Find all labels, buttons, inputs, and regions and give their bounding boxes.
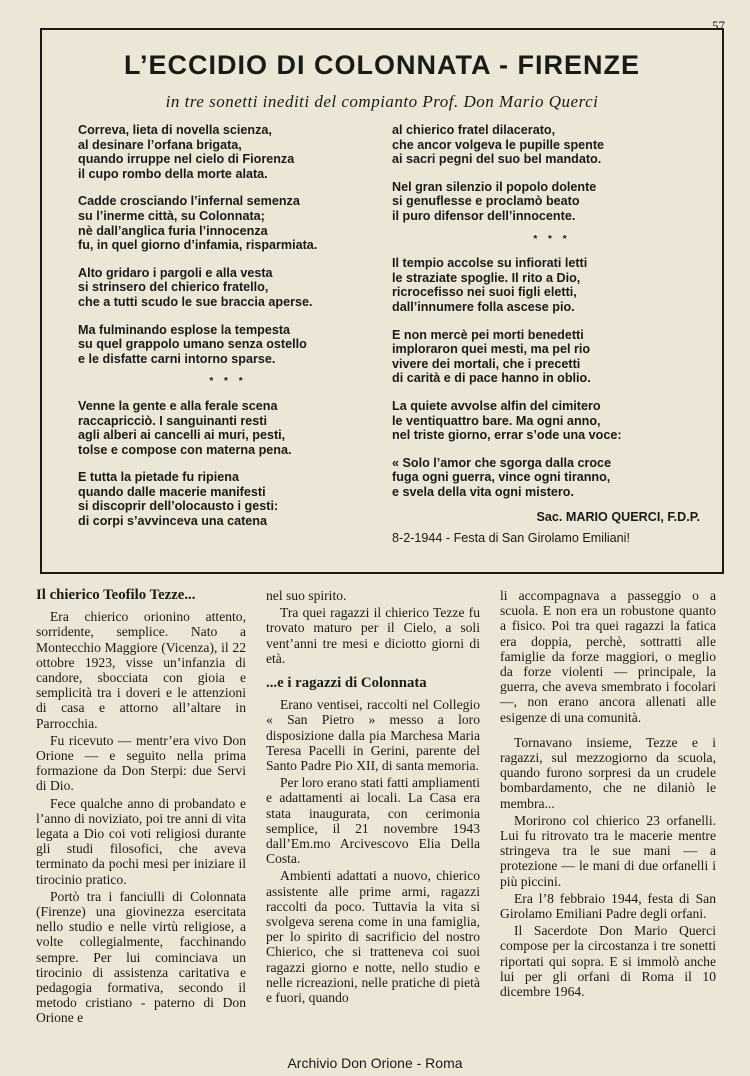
- poem-dateline: 8-2-1944 - Festa di San Girolamo Emiliani!: [392, 531, 630, 546]
- verse-line: imploraron quei mesti, ma pel rio: [392, 342, 591, 357]
- article-paragraph: Era l’8 febbraio 1944, festa di San Girolamo Emiliani Padre degli orfani.: [500, 890, 716, 922]
- article-paragraph: Era chierico orionino attento, sorridente, semplice. Nato a Montecchio Maggiore (Vicenza), il 22 ottobre 1923, visse un’infanzia di candore, sbocciata con gioia e semplicità tra i doveri e le attenzioni di casa e attorno all’altare in Parrocchia.: [36, 609, 246, 731]
- article-paragraph: Tornavano insieme, Tezze e i ragazzi, sul mezzogiorno da scuola, quando furono sorpresi da un crudele bombardamento, che ne dilaniò le membra...: [500, 734, 716, 811]
- verse-line: di corpi s’avvinceva una catena: [78, 514, 267, 529]
- article-paragraph: Fu ricevuto — mentr’era vivo Don Orione — e seguito nella prima formazione da Don Sterpi: due Servi di Dio.: [36, 732, 246, 794]
- verse-line: al desinare l’orfana brigata,: [78, 137, 242, 152]
- verse-line: Alto gridaro i pargoli e alla vesta: [78, 265, 273, 280]
- verse-line: quando dalle macerie manifesti: [78, 484, 266, 499]
- stanza: [78, 470, 378, 528]
- article-column-1: [36, 588, 246, 1028]
- verse-line: e le disfatte carni intorno sparse.: [78, 351, 276, 366]
- verse-line: quando irruppe nel cielo di Fiorenza: [78, 152, 295, 167]
- article-paragraph: Tra quei ragazzi il chierico Tezze fu trovato maturo per il Cielo, a soli vent’anni tre mesi e diciotto giorni di età.: [266, 605, 480, 666]
- sonnet-column-right: [392, 123, 712, 546]
- stanza: [392, 180, 712, 224]
- verse-line: il puro difensor dell’innocente.: [392, 208, 576, 223]
- article-paragraph: Ambienti adattati a nuovo, chierico assistente alle prime armi, ragazzi raccolti da poco. Tuttavia la vita si svolgeva serena come in una famiglia, per lo spirito di sacrificio del nostro Chierico, che si tratteneva coi suoi ragazzi giorno e notte, nello studio e nelle ricreazioni, nelle pratiche di pietà e fuori, quando: [266, 868, 480, 1006]
- verse-line: nel triste giorno, errar s’ode una voce:: [392, 428, 622, 443]
- stanza: [78, 266, 378, 310]
- verse-line: E non mercè pei morti benedetti: [392, 327, 584, 342]
- article-heading: Il chierico Teofilo Tezze...: [36, 587, 196, 603]
- article-paragraph: li accompagnava a passeggio o a scuola. E non era un robustone quanto a fisico. Poi tra quei ragazzi la fatica era doppia, perchè, sottratti alle famiglie da forze maggiori, o meglio da forze violenti — principale, la guerra, che aveva smembrato i focolari —, non erano ancora allenati alle esigenze di una comunità.: [500, 588, 716, 725]
- verse-line: il cupo rombo della morte alata.: [78, 166, 268, 181]
- stanza: [78, 123, 378, 181]
- archive-footer: Archivio Don Orione - Roma: [287, 1055, 463, 1071]
- verse-line: le ventiquattro bare. Ma ogni anno,: [392, 413, 601, 428]
- verse-line: raccapricciò. I sanguinanti resti: [78, 413, 267, 428]
- poem-subtitle: in tre sonetti inediti del compianto Prof. Don Mario Querci: [165, 92, 599, 111]
- article-paragraph: Morirono col chierico 23 orfanelli. Lui fu ritrovato tra le macerie mentre stringeva tra le sue mani — a protezione — le mani di due orfanelli i più piccini.: [500, 812, 716, 889]
- verse-line: La quiete avvolse alfin del cimitero: [392, 398, 601, 413]
- verse-line: Ma fulminando esplose la tempesta: [78, 322, 291, 337]
- article-paragraph: Per loro erano stati fatti ampliamenti e adattamenti ai locali. La Casa era stata inaugurata, con cerimonia semplice, il 21 novembre 1943 dall’Em.mo Arcivescovo Elia Della Costa.: [266, 775, 480, 867]
- stanza: [78, 323, 378, 367]
- stanza: [78, 194, 378, 252]
- verse-line: di carità e di pace hanno in oblio.: [392, 371, 591, 386]
- verse-line: E tutta la pietade fu ripiena: [78, 470, 239, 485]
- verse-line: e svela della vita ogni mistero.: [392, 484, 574, 499]
- verse-line: Nel gran silenzio il popolo dolente: [392, 179, 597, 194]
- verse-line: si discoprir dell’olocausto i gesti:: [78, 499, 279, 514]
- poem-signature: Sac. MARIO QUERCI, F.D.P.: [536, 510, 700, 525]
- sonnet-column-left: [78, 123, 378, 542]
- verse-line: Cadde crosciando l’infernal semenza: [78, 194, 300, 209]
- article-column-2: [266, 588, 480, 1007]
- article-paragraph: Erano ventisei, raccolti nel Collegio « San Pietro » messo a loro disposizione dalla pia Marchesa Maria Teresa Pacelli in Gerini, parente del Santo Padre Pio XII, di santa memoria.: [266, 697, 480, 774]
- verse-line: che a tutti scudo le sue braccia aperse.: [78, 294, 313, 309]
- poem-title: L’ECCIDIO DI COLONNATA - FIRENZE: [124, 50, 640, 80]
- verse-line: vivere dei mortali, che i precetti: [392, 356, 581, 371]
- verse-line: « Solo l’amor che sgorga dalla croce: [392, 455, 612, 470]
- stanza: [392, 399, 712, 443]
- article-paragraph: Il Sacerdote Don Mario Querci compose per la circostanza i tre sonetti riportati qui sopra. E si immolò anche lui per gli orfani di Roma il 10 dicembre 1964.: [500, 923, 716, 1000]
- verse-line: dall’innumere folla ascese pio.: [392, 299, 575, 314]
- verse-line: che ancor volgeva le pupille spente: [392, 137, 605, 152]
- page-number: 57: [712, 18, 725, 33]
- verse-line: fuga ogni guerra, vince ogni tiranno,: [392, 470, 611, 485]
- article-paragraph: nel suo spirito.: [266, 588, 347, 603]
- article-paragraph: Portò tra i fanciulli di Colonnata (Firenze) una giovinezza esercitata nello studio e nelle virtù religiose, a volte collegialmente, facchinando sempre. Per lui cominciava un tirocinio di assistenza caritativa e pedagogia formativa, secondo il metodo cristiano - paterno di Don Orione e: [36, 888, 246, 1026]
- verse-line: si strinsero del chierico fratello,: [78, 280, 269, 295]
- stanza: [392, 328, 712, 386]
- stanza: [392, 456, 712, 500]
- stanza: [392, 256, 712, 314]
- verse-line: Venne la gente e alla ferale scena: [78, 398, 278, 413]
- verse-line: su l’inerme città, su Colonnata;: [78, 208, 265, 223]
- poem-box: [40, 28, 724, 574]
- article-paragraph: Fece qualche anno di probandato e l’anno di noviziato, poi tre anni di vita legata a Dio coi voti religiosi durante gli studi filosofici, che aveva terminato da pochi mesi per iniziare il tirocinio pratico.: [36, 795, 246, 887]
- verse-line: ricrocefisso nei suoi figli eletti,: [392, 285, 577, 300]
- stanza-separator: * * *: [533, 233, 571, 245]
- verse-line: ai sacri pegni del suo bel mandato.: [392, 152, 602, 167]
- verse-line: su quel grappolo umano senza ostello: [78, 337, 307, 352]
- verse-line: agli alberi ai cancelli ai muri, pesti,: [78, 428, 286, 443]
- verse-line: nè dall’anglica furia l’innocenza: [78, 223, 268, 238]
- stanza: [78, 399, 378, 457]
- verse-line: si genuflesse e proclamò beato: [392, 194, 580, 209]
- verse-line: Correva, lieta di novella scienza,: [78, 123, 272, 137]
- stanza-separator: * * *: [209, 376, 247, 388]
- verse-line: fu, in quel giorno d’infamia, risparmiata.: [78, 238, 318, 253]
- verse-line: Il tempio accolse su infiorati letti: [392, 256, 588, 271]
- verse-line: tolse e compose con materna pena.: [78, 442, 292, 457]
- stanza: [392, 123, 712, 167]
- verse-line: le straziate spoglie. Il rito a Dio,: [392, 270, 581, 285]
- verse-line: al chierico fratel dilacerato,: [392, 123, 556, 137]
- article-column-3: [500, 588, 716, 1001]
- article-heading: ...e i ragazzi di Colonnata: [266, 675, 427, 692]
